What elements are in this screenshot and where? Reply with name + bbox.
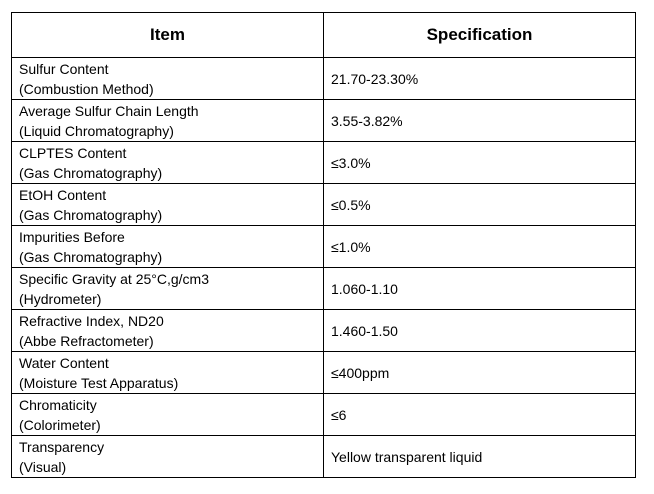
table-row — [12, 58, 636, 100]
item-cell — [12, 142, 324, 184]
table-row — [12, 226, 636, 268]
specification-cell: ≤3.0% — [324, 142, 636, 184]
specification-cell: 1.060-1.10 — [324, 268, 636, 310]
item-method: (Combustion Method) — [19, 80, 154, 97]
table-row — [12, 310, 636, 352]
table-row — [12, 142, 636, 184]
item-method: (Liquid Chromatography) — [19, 122, 174, 139]
header-item: Item — [12, 13, 324, 58]
specification-cell: ≤6 — [324, 394, 636, 436]
item-method: (Abbe Refractometer) — [19, 332, 154, 349]
specification-table — [11, 12, 636, 478]
table-row — [12, 268, 636, 310]
table-row — [12, 100, 636, 142]
specification-cell: 3.55-3.82% — [324, 100, 636, 142]
item-name: Specific Gravity at 25°C,g/cm3 — [19, 270, 209, 287]
item-name: Refractive Index, ND20 — [19, 312, 164, 329]
item-method: (Hydrometer) — [19, 290, 102, 307]
item-name: Impurities Before — [19, 228, 125, 245]
item-method: (Colorimeter) — [19, 416, 101, 433]
item-name: Sulfur Content — [19, 60, 109, 77]
table-header — [12, 13, 636, 58]
item-cell — [12, 268, 324, 310]
item-cell — [12, 436, 324, 478]
item-cell — [12, 226, 324, 268]
header-specification: Specification — [324, 13, 636, 58]
item-name: EtOH Content — [19, 186, 107, 203]
item-name: CLPTES Content — [19, 144, 127, 161]
specification-cell: ≤1.0% — [324, 226, 636, 268]
specification-cell: 21.70-23.30% — [324, 58, 636, 100]
specification-cell: ≤400ppm — [324, 352, 636, 394]
table-body — [12, 58, 636, 478]
item-cell — [12, 58, 324, 100]
table-row — [12, 352, 636, 394]
item-name: Chromaticity — [19, 396, 97, 413]
item-name: Average Sulfur Chain Length — [19, 102, 199, 119]
specification-cell: 1.460-1.50 — [324, 310, 636, 352]
table-row — [12, 436, 636, 478]
table-row — [12, 184, 636, 226]
item-cell — [12, 352, 324, 394]
item-name: Transparency — [19, 438, 105, 455]
item-cell — [12, 100, 324, 142]
table-row — [12, 394, 636, 436]
item-method: (Moisture Test Apparatus) — [19, 374, 179, 391]
item-name: Water Content — [19, 354, 109, 371]
item-cell — [12, 310, 324, 352]
header-row — [12, 13, 636, 58]
item-method: (Gas Chromatography) — [19, 248, 163, 265]
item-method: (Gas Chromatography) — [19, 164, 163, 181]
specification-cell: Yellow transparent liquid — [324, 436, 636, 478]
specification-cell: ≤0.5% — [324, 184, 636, 226]
item-cell — [12, 184, 324, 226]
item-method: (Visual) — [19, 458, 67, 475]
item-method: (Gas Chromatography) — [19, 206, 163, 223]
item-cell — [12, 394, 324, 436]
